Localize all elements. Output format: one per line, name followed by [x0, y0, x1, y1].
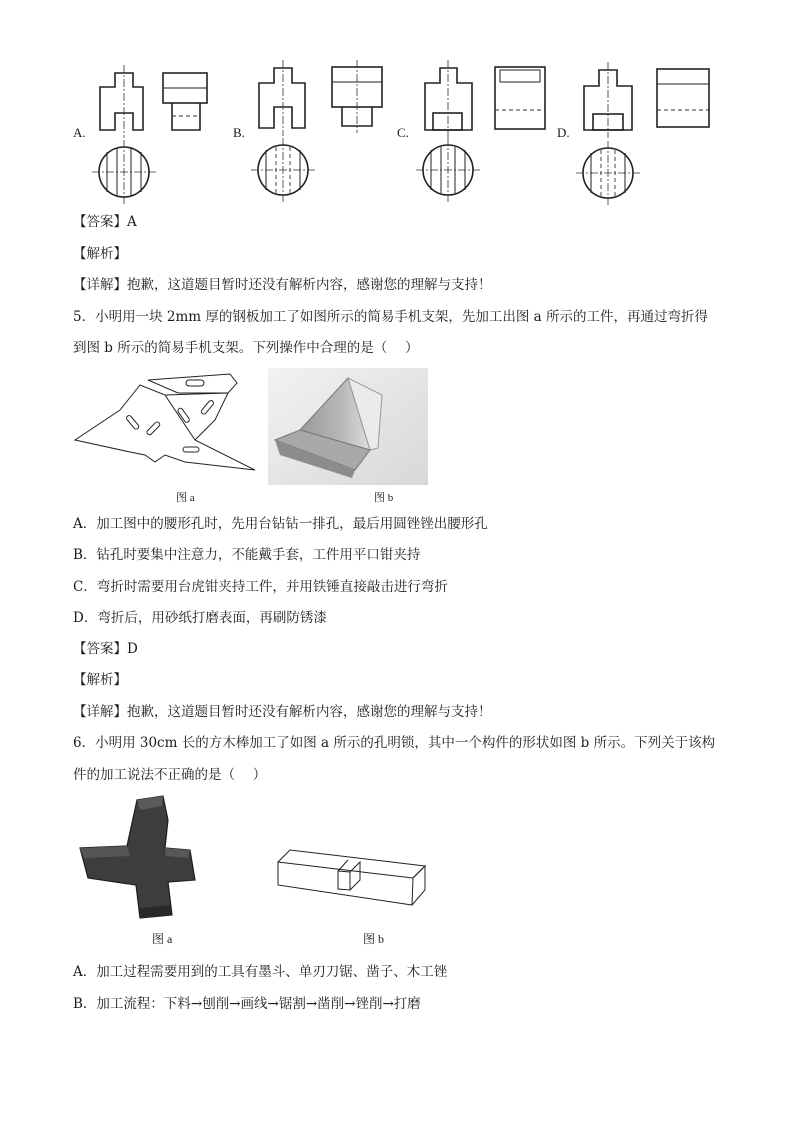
q6-stem-line-2: 件的加工说法不正确的是（ ） [73, 767, 267, 783]
q6-stem-line-1: 6．小明用 30cm 长的方木棒加工了如图 a 所示的孔明锁，其中一个构件的形状如图 b 所示。下列关于该构 [73, 735, 716, 751]
q5-stem-line-2: 到图 b 所示的简易手机支架。下列操作中合理的是（ ） [73, 340, 419, 356]
q6-figure-a-caption: 图 a [152, 932, 173, 946]
q5-stem-line-1: 5．小明用一块 2mm 厚的钢板加工了如图所示的简易手机支架，先加工出图 a 所示的工件，再通过弯折得 [73, 309, 708, 325]
q5-option-d[interactable]: D．弯折后，用砂纸打磨表面，再刷防锈漆 [73, 610, 327, 626]
q5-option-c[interactable]: C．弯折时需要用台虎钳夹持工件，并用铁锤直接敲击进行弯折 [73, 579, 448, 595]
q5-option-b[interactable]: B．钻孔时要集中注意力，不能戴手套，工件用平口钳夹持 [73, 547, 421, 563]
option-letter-b: B. [233, 125, 245, 140]
q6-figure-b-caption: 图 b [363, 932, 385, 946]
q5-answer: 【答案】D [73, 641, 138, 657]
option-letter-a: A. [73, 125, 86, 140]
q4-detail: 【详解】抱歉，这道题目暂时还没有解析内容，感谢您的理解与支持！ [73, 277, 492, 293]
q4-analysis-label: 【解析】 [73, 246, 127, 262]
option-letter-c: C. [397, 125, 409, 140]
q6-option-a[interactable]: A．加工过程需要用到的工具有墨斗、单刃刀锯、凿子、木工锉 [73, 964, 448, 980]
q5-figure-b-caption: 图 b [374, 492, 394, 504]
q5-analysis-label: 【解析】 [73, 672, 127, 688]
q4-answer: 【答案】A [73, 214, 137, 230]
q5-detail: 【详解】抱歉，这道题目暂时还没有解析内容，感谢您的理解与支持！ [73, 704, 492, 720]
option-letter-d: D. [557, 125, 570, 140]
q5-figure-a-caption: 图 a [176, 492, 195, 504]
q5-option-a[interactable]: A．加工图中的腰形孔时，先用台钻钻一排孔，最后用圆锉锉出腰形孔 [73, 516, 488, 532]
q6-option-b[interactable]: B．加工流程：下料→刨削→画线→锯割→凿削→锉削→打磨 [73, 996, 421, 1012]
